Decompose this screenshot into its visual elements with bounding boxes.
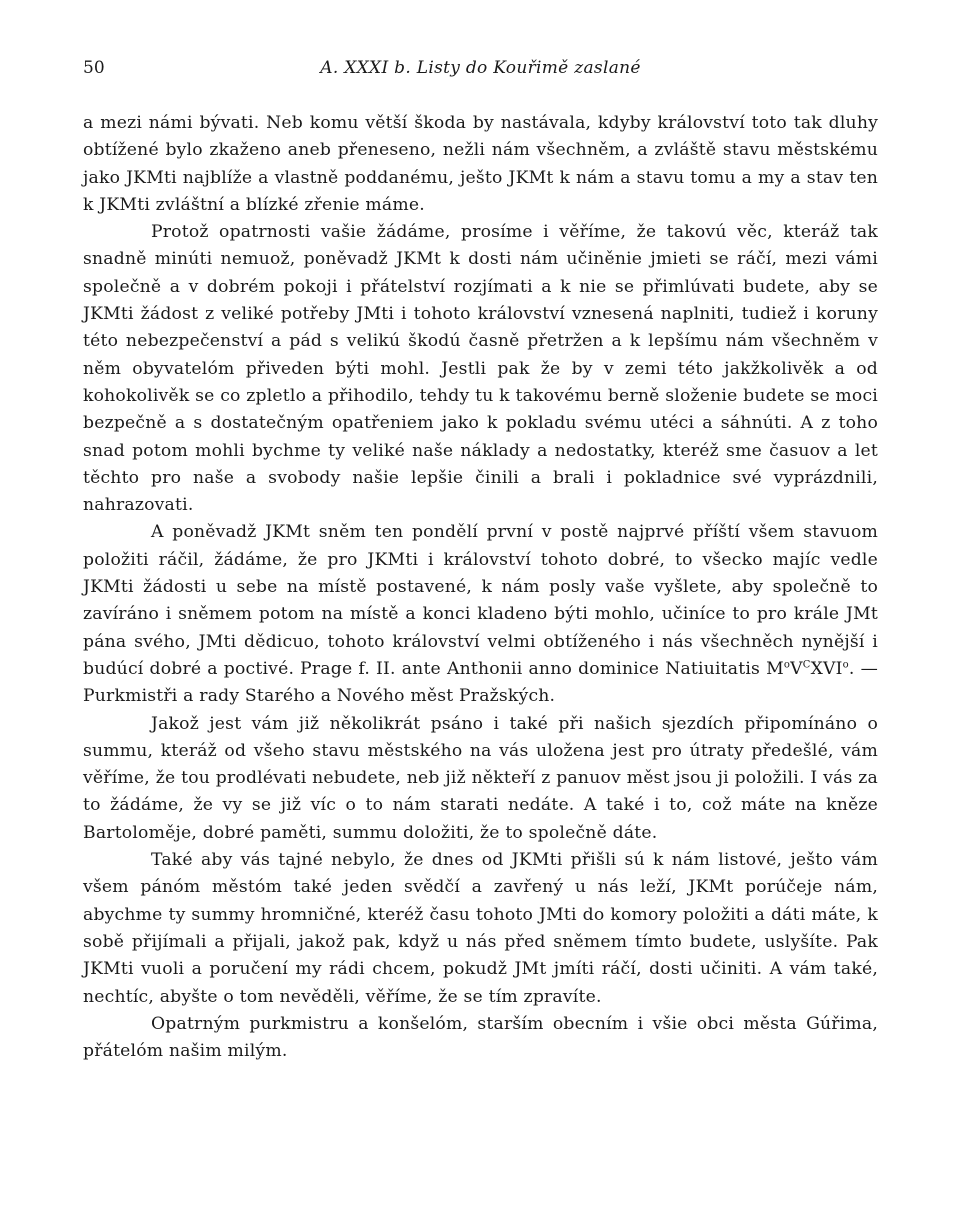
paragraph-3-signature: . — Purkmistři a rady Starého a Nového měst Pražských. [83, 658, 879, 707]
running-head [83, 58, 878, 92]
paragraph-1: a mezi námi bývati. Neb komu větší škoda by nastávala, kdyby království toto tak dluhy obtížené bylo zkaženo aneb přeneseno, nežli nám všechněm, a zvláště stavu městskému jako JKMti najblíže a vlastně poddanému, ješto JKMt k nám a stavu tomu a my a stav ten k JKMti zvláštní a blízké zřenie máme. [83, 113, 878, 215]
paragraph-5: Také aby vás tajné nebylo, že dnes od JKMti přišli sú k nám listové, ješto vám všem pánóm městóm také jeden svědčí a zavřený u nás leží, JKMt porúčeje nám, abychme ty summy hromničné, kteréž času tohoto JMti do komory položiti a dáti máte, k sobě přijímali a přijali, jakož pak, když u nás před sněmem tímto budete, uslyšíte. Pak JKMti vuoli a poručení my rádi chcem, pokudž JMt jmíti ráčí, dosti učiniti. A vám také, nechtíc, abyšte o tom nevěděli, věříme, že se tím zpravíte. [83, 850, 878, 1007]
paragraph-3-text: A poněvadž JKMt sněm ten pondělí první v postě najprvé příští všem stavuom položiti ráčil, žádáme, že pro JKMti i království tohoto dobré, to všecko majíc vedle JKMti žádosti u sebe na místě postavené, k nám posly vaše vyšlete, aby společně to zavíráno i sněmem potom na místě a konci kladeno býti mohlo, učiníce to pro krále JMt pána svého, JMti dědicuo, tohoto království velmi obtíženého i nás všechněch nynější i budúcí dobré a poctivé. Prage f. II. ante Anthonii anno dominice Natiuitatis M [83, 522, 878, 679]
running-title: A. XXXI b. Listy do Kouřimě zaslané [320, 58, 641, 78]
date-superscript: C [802, 659, 811, 671]
document-page [83, 58, 878, 1065]
document-body [83, 110, 878, 1065]
date-numeral: XVI [810, 658, 843, 679]
paragraph-4: Jakož jest vám již několikrát psáno i také při našich sjezdích připomínáno o summu, kteráž od všeho stavu městského na vás uložena jest pro útraty předešlé, vám věříme, že tou prodlévati nebudete, neb již někteří z panuov měst jsou ji položili. I vás za to žádáme, že vy se již víc o to nám starati nedáte. A také i to, což máte na kněze Bartoloměje, dobré paměti, summu doložiti, že to společně dáte. [83, 713, 878, 843]
date-superscript: o [842, 659, 849, 671]
date-numeral: V [790, 658, 803, 679]
date-superscript: o [783, 659, 791, 671]
paragraph-6-address: Opatrným purkmistru a konšelóm, starším obecním i všie obci města Gúřima, přátelóm našim milým. [83, 1013, 878, 1062]
paragraph-2: Protož opatrnosti vašie žádáme, prosíme i věříme, že takovú věc, kteráž tak snadně minúti nemuož, poněvadž JKMt k dosti nám učiněnie jmieti se ráčí, mezi vámi společně a v dobrém pokoji i přátelství rozjímati a k nie se přimlúvati budete, aby se JKMti žádost z veliké potřeby JMti i tohoto království vznesená naplniti, tudiež i koruny této nebezpečenství a pád s velikú škodú časně přetržen a k lepšímu nám všechněm v něm obyvatelóm přiveden býti mohl. Jestli pak že by v zemi této jakžkolivěk a od kohokolivěk se co zpletlo a přihodilo, tehdy tu k takovému berně složenie budete se moci bezpečně a s dostatečným opatřeniem jako k pokladu svému utéci a sáhnúti. A z toho snad potom mohli bychme ty veliké naše náklady a nedostatky, kteréž sme časuov a let těchto pro naše a svobody našie lepšie činili a brali i pokladnice své vyprázdnili, nahrazovati. [83, 222, 878, 516]
paragraph-3 [83, 519, 878, 710]
page-number: 50 [83, 58, 105, 78]
